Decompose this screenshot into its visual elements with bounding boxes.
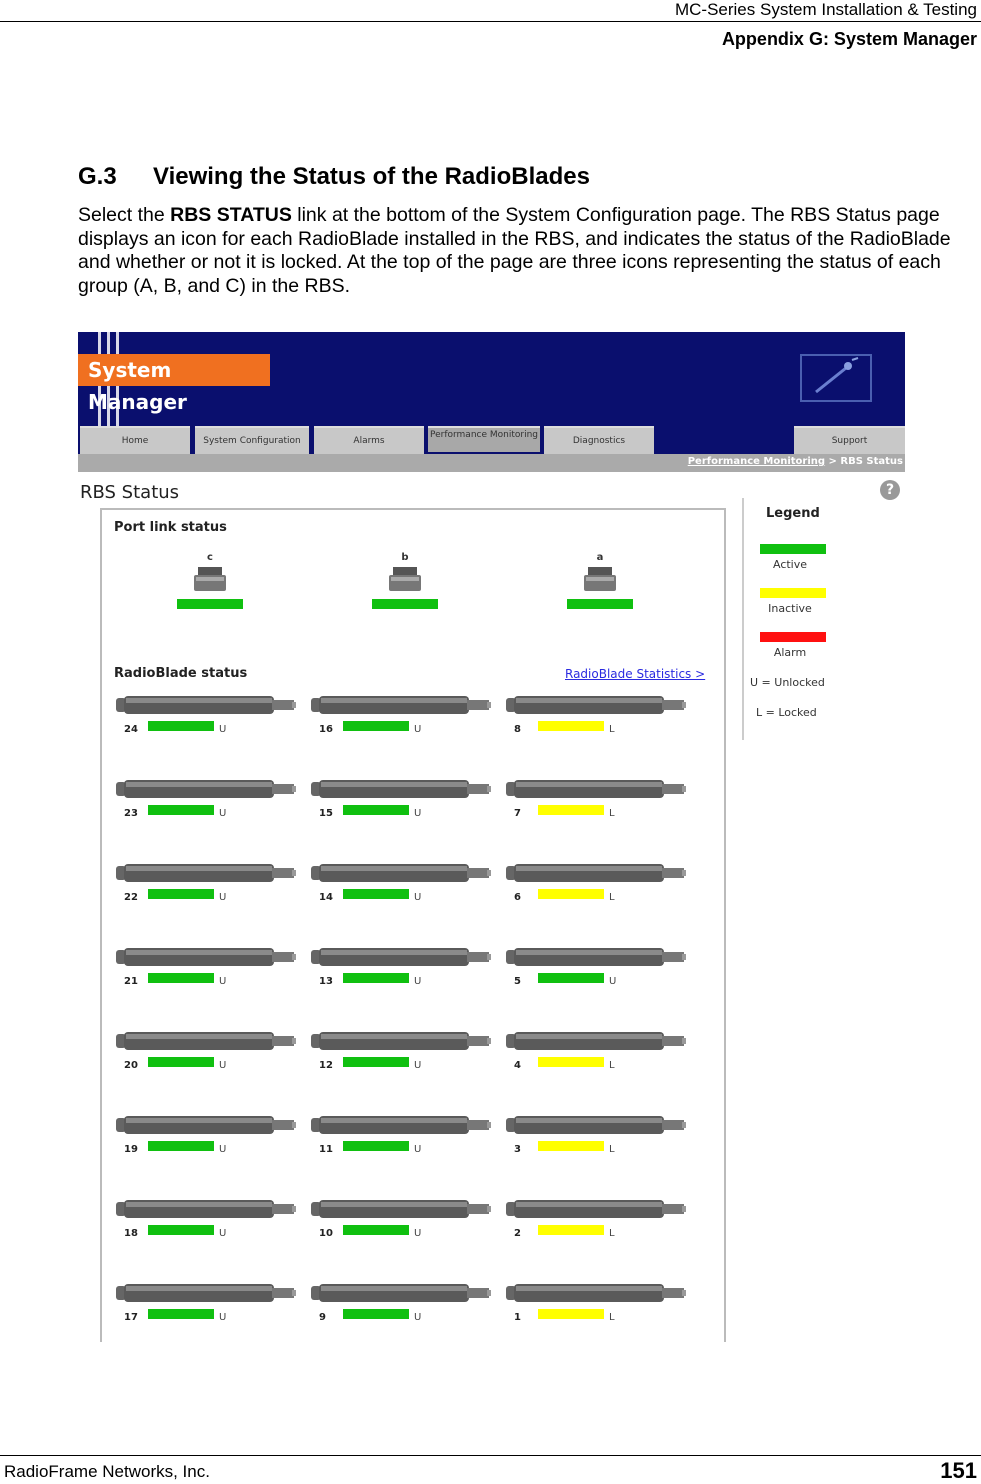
port-link-status-label: Port link status [114,520,227,535]
section-paragraph [78,204,958,298]
radioblade-lock-state: L [609,892,615,903]
radioblade-status-bar [148,1309,214,1319]
radioblade-item[interactable] [116,1114,296,1158]
radioblade-number: 17 [124,1312,138,1323]
paragraph-text-start: Select the [78,204,171,226]
radioblade-lock-state: L [609,808,615,819]
radioblade-item[interactable] [311,1114,491,1158]
radioblade-status-bar [538,1309,604,1319]
radioblade-item[interactable] [116,1282,296,1326]
radioblade-number: 21 [124,976,138,987]
legend-active-label: Active [772,558,808,571]
legend-inactive-label: Inactive [768,602,812,615]
radioblade-item[interactable] [506,1198,686,1242]
radioblade-item[interactable] [311,694,491,738]
help-icon[interactable]: ? [880,480,900,500]
radioblade-icon [311,1282,491,1306]
radioblade-icon [116,946,296,970]
radioblade-icon [506,862,686,886]
radioblade-status-bar [538,805,604,815]
radioblade-lock-state: U [414,976,422,987]
radioblade-item[interactable] [311,1198,491,1242]
radioblade-status-bar [343,1141,409,1151]
radioblade-number: 16 [319,724,333,735]
rbs-status-screenshot [78,332,905,1342]
port-letter: b [401,552,409,563]
header-subtitle: Appendix G: System Manager [721,29,977,49]
port-connector-icon [584,567,616,593]
section-title: Viewing the Status of the RadioBlades [153,163,590,190]
radioblade-status-bar [343,1057,409,1067]
radioblade-icon [116,862,296,886]
radioblade-status-bar [148,1225,214,1235]
breadcrumb-text [688,456,903,467]
paragraph-text-rest: link at the bottom of the System Configuration page. The RBS Status page displays an icon for each RadioBlade installed in the RBS, and indicates the status of the RadioBlade and whether or not it is locked. At the top of the page are three icons representing the status of each group (A, B, and C) in the RBS. [78,204,951,297]
radioblade-icon [506,1030,686,1054]
radioblade-status-bar [148,889,214,899]
radioblade-icon [116,1114,296,1138]
section-heading [78,163,590,191]
radioblade-lock-state: U [609,976,617,987]
radioblade-item[interactable] [311,946,491,990]
radioblade-icon [311,1198,491,1222]
radioblade-status-bar [343,1309,409,1319]
radioblade-number: 14 [319,892,333,903]
radioblade-item[interactable] [116,1198,296,1242]
radioblade-number: 4 [514,1060,521,1071]
radioblade-icon [311,862,491,886]
radioblade-icon [506,1198,686,1222]
radioblade-status-bar [343,721,409,731]
tab-system-configuration[interactable]: System Configuration [195,426,309,454]
radioblade-item[interactable] [506,694,686,738]
radioblade-status-bar [343,805,409,815]
radioblade-icon [116,1282,296,1306]
radioblade-status-bar [343,889,409,899]
radioblade-status-bar [538,721,604,731]
radioblade-icon [506,1282,686,1306]
port-letter: a [596,552,604,563]
radioblade-lock-state: L [609,1144,615,1155]
radioblade-item[interactable] [506,1282,686,1326]
radioblade-icon [506,946,686,970]
header-rule [0,21,981,22]
radioblade-status-bar [148,805,214,815]
page-title: RBS Status [80,482,180,503]
breadcrumb-separator: > [825,456,841,467]
radioblade-lock-state: U [219,724,227,735]
radioblade-lock-state: U [414,892,422,903]
header-title: MC-Series System Installation & Testing [674,0,977,19]
radioblade-lock-state: U [414,1060,422,1071]
radioblade-status-bar [538,1225,604,1235]
legend-alarm-label: Alarm [773,646,807,659]
legend-alarm-swatch [760,632,826,642]
radioblade-status-bar [148,973,214,983]
radioblade-item[interactable] [116,694,296,738]
radioblade-status-bar [538,1141,604,1151]
radioblade-number: 11 [319,1144,333,1155]
radioblade-lock-state: L [609,724,615,735]
radioblade-status-bar [148,1057,214,1067]
radioblade-item[interactable] [506,1030,686,1074]
page-number: 151 [940,1458,977,1483]
radioblade-icon [116,778,296,802]
radioblade-number: 3 [514,1144,521,1155]
breadcrumb [78,454,905,472]
radioblade-item[interactable] [116,946,296,990]
legend-inactive-swatch [760,588,826,598]
radioblade-lock-state: U [219,892,227,903]
radioblade-lock-state: U [414,1228,422,1239]
port-status-bar [372,599,438,609]
port-letter: c [207,552,213,563]
radioblade-icon [311,946,491,970]
radioblade-item[interactable] [116,1030,296,1074]
radioblade-item[interactable] [311,862,491,906]
legend-title: Legend [766,506,820,521]
port-connector-icon [194,567,226,593]
section-number: G.3 [78,163,117,190]
radioblade-lock-state: U [414,724,422,735]
radioblade-number: 19 [124,1144,138,1155]
legend-active-swatch [760,544,826,554]
radioblade-lock-state: U [219,1312,227,1323]
radioblade-icon [311,778,491,802]
radioblade-lock-state: L [609,1312,615,1323]
radioblade-lock-state: U [414,1312,422,1323]
radioblade-status-bar [148,721,214,731]
radioblade-item[interactable] [506,862,686,906]
wand-logo-icon [800,354,872,402]
radioblade-icon [311,694,491,718]
app-banner [78,332,905,426]
radioblade-item[interactable] [506,946,686,990]
radioblade-number: 2 [514,1228,521,1239]
radioblade-icon [116,1030,296,1054]
legend-locked-note: L = Locked [756,706,817,719]
radioblade-lock-state: U [219,808,227,819]
radioblade-number: 9 [319,1312,326,1323]
radioblade-item[interactable] [116,778,296,822]
radioblade-statistics-link[interactable]: RadioBlade Statistics > [565,667,706,681]
radioblade-number: 6 [514,892,521,903]
radioblade-icon [506,694,686,718]
radioblade-icon [506,778,686,802]
port-1 [370,552,440,609]
tab-diagnostics[interactable]: Diagnostics [544,426,654,454]
radioblade-status-bar [538,1057,604,1067]
port-connector-icon [389,567,421,593]
radioblade-number: 13 [319,976,333,987]
radioblade-status-bar [343,1225,409,1235]
breadcrumb-link[interactable]: Performance Monitoring [687,456,826,467]
radioblade-lock-state: U [414,1144,422,1155]
port-status-bar [177,599,243,609]
radioblade-lock-state: U [219,976,227,987]
footer-rule [0,1455,981,1456]
tab-home[interactable]: Home [80,426,190,454]
port-2 [565,552,635,609]
tab-alarms[interactable]: Alarms [314,426,424,454]
radioblade-lock-state: U [219,1060,227,1071]
radioblade-icon [116,694,296,718]
radioblade-lock-state: U [219,1144,227,1155]
radioblade-status-bar [538,889,604,899]
footer-company: RadioFrame Networks, Inc. [4,1462,210,1481]
nav-tabs [78,426,905,454]
radioblade-status-bar [343,973,409,983]
rbs-status-term: RBS STATUS [170,204,292,226]
port-status-bar [567,599,633,609]
radioblade-item[interactable] [506,778,686,822]
radioblade-number: 23 [124,808,138,819]
system-manager-logo: System Manager [78,354,270,386]
radioblade-number: 5 [514,976,521,987]
legend-unlocked-note: U = Unlocked [750,676,825,689]
radioblade-item[interactable] [311,1030,491,1074]
radioblade-number: 24 [124,724,138,735]
legend [742,498,836,740]
radioblade-lock-state: L [609,1060,615,1071]
tab-support[interactable]: Support [794,426,905,454]
radioblade-number: 8 [514,724,521,735]
radioblade-number: 15 [319,808,333,819]
radioblade-number: 22 [124,892,138,903]
radioblade-item[interactable] [116,862,296,906]
radioblade-icon [506,1114,686,1138]
radioblade-icon [311,1030,491,1054]
radioblade-item[interactable] [311,778,491,822]
radioblade-lock-state: L [609,1228,615,1239]
radioblade-number: 10 [319,1228,333,1239]
radioblade-status-bar [148,1141,214,1151]
radioblade-number: 12 [319,1060,333,1071]
radioblade-item[interactable] [506,1114,686,1158]
radioblade-number: 18 [124,1228,138,1239]
radioblade-number: 1 [514,1312,521,1323]
tab-performance-monitoring[interactable]: Performance Monitoring [428,426,540,452]
breadcrumb-current: RBS Status [840,456,903,467]
radioblade-icon [116,1198,296,1222]
radioblade-status-bar [538,973,604,983]
radioblade-status-label: RadioBlade status [114,666,248,681]
radioblade-lock-state: U [414,808,422,819]
radioblade-number: 20 [124,1060,138,1071]
radioblade-lock-state: U [219,1228,227,1239]
radioblade-item[interactable] [311,1282,491,1326]
port-0 [175,552,245,609]
radioblade-icon [311,1114,491,1138]
radioblade-number: 7 [514,808,521,819]
